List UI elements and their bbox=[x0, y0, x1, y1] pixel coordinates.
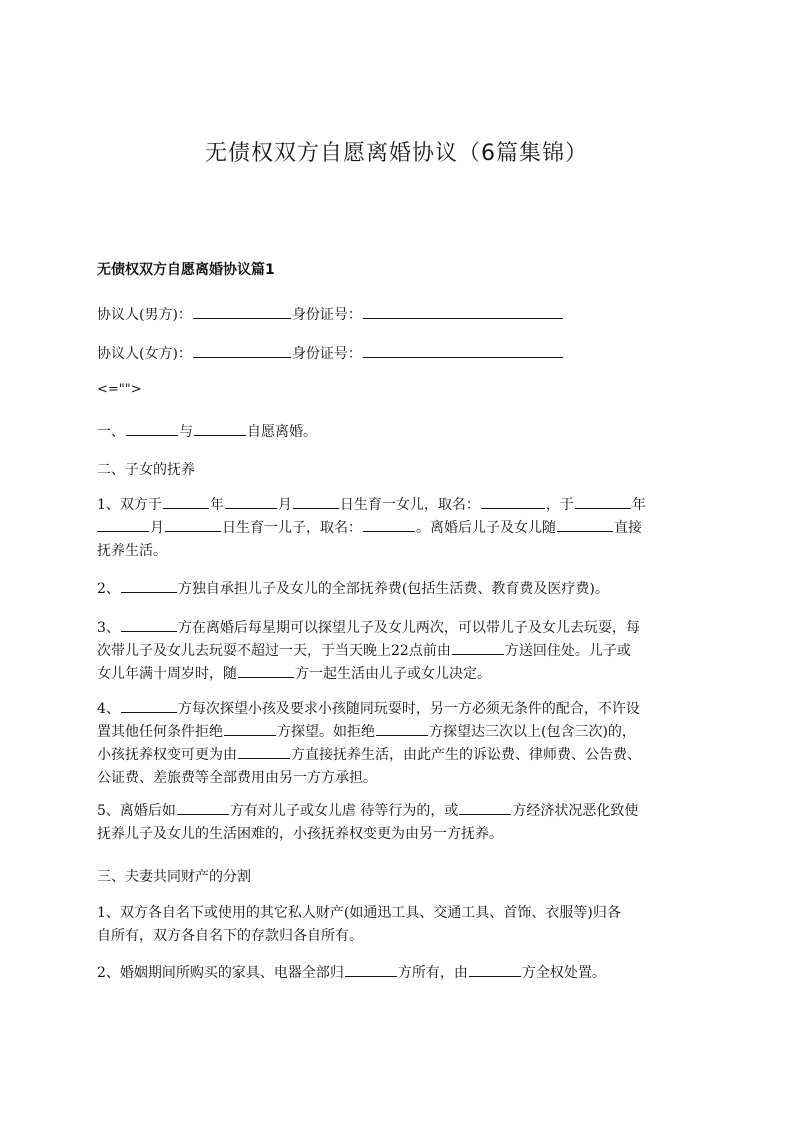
text: ，于 bbox=[545, 497, 574, 513]
clause-1-prefix: 一、 bbox=[97, 424, 125, 440]
blank bbox=[363, 517, 415, 532]
party-female-label: 协议人(女方)： bbox=[97, 346, 192, 362]
text: 方送回住处。儿子或 bbox=[504, 643, 631, 659]
blank bbox=[225, 494, 277, 509]
tag-line: <=""> bbox=[97, 382, 142, 397]
blank bbox=[121, 578, 177, 593]
section-title: 无债权双方自愿离婚协议篇1 bbox=[97, 262, 275, 278]
text: 置其他任何条件拒绝 bbox=[97, 724, 223, 740]
item-2-1 bbox=[97, 494, 707, 563]
text: 小孩抚养权变可更为由 bbox=[97, 747, 237, 763]
id-blank bbox=[363, 343, 563, 358]
party-male-line bbox=[97, 304, 707, 327]
text: 方探望达三次以上(包含三次)的， bbox=[429, 724, 636, 740]
text: 1、双方于 bbox=[97, 497, 162, 513]
item-2-2 bbox=[97, 578, 707, 601]
blank bbox=[557, 517, 613, 532]
item-2-3 bbox=[97, 617, 707, 686]
text: 方在离婚后每星期可以探望儿子及女儿两次，可以带儿子及女儿去玩耍，每 bbox=[177, 620, 640, 636]
clause-1-suffix: 自愿离婚。 bbox=[247, 424, 317, 440]
text: 3、 bbox=[97, 620, 120, 636]
text: 年 bbox=[631, 497, 646, 513]
heading-3: 三、夫妻共同财产的分割 bbox=[97, 869, 251, 885]
id-label: 身份证号： bbox=[291, 346, 362, 362]
text: 直接 bbox=[614, 520, 642, 536]
blank bbox=[481, 494, 545, 509]
blank bbox=[194, 421, 246, 436]
blank bbox=[575, 494, 631, 509]
blank bbox=[238, 744, 290, 759]
item-2-5 bbox=[97, 800, 707, 846]
name-blank bbox=[193, 304, 291, 319]
text: 1、双方各自名下或使用的其它私人财产(如通迅工具、交通工具、首饰、衣服等)归各 bbox=[97, 905, 621, 921]
text: 方所有，由 bbox=[397, 965, 468, 981]
name-blank bbox=[193, 343, 291, 358]
text: 4、 bbox=[97, 701, 120, 717]
text: 。离婚后儿子及女儿随 bbox=[416, 520, 556, 536]
blank bbox=[469, 962, 521, 977]
item-3-2 bbox=[97, 962, 707, 985]
text: 自所有，双方各自名下的存款归各自所有。 bbox=[97, 928, 363, 944]
blank bbox=[121, 617, 177, 632]
blank bbox=[345, 962, 397, 977]
text: 女儿年满十周岁时，随 bbox=[97, 666, 237, 682]
blank bbox=[126, 421, 178, 436]
blank bbox=[121, 698, 177, 713]
text: 方全权处置。 bbox=[521, 965, 606, 981]
text: 日生育一儿子，取名： bbox=[222, 520, 362, 536]
text: 日生育一女儿，取名： bbox=[339, 497, 480, 513]
text: 方有对儿子或女儿虐 待等行为的，或 bbox=[229, 803, 459, 819]
blank bbox=[376, 721, 428, 736]
text: 公证费、差旅费等全部费用由另一方方承担。 bbox=[97, 770, 377, 786]
blank bbox=[459, 800, 511, 815]
blank bbox=[238, 663, 294, 678]
text: 年 bbox=[209, 497, 224, 513]
text: 抚养儿子及女儿的生活困难的，小孩抚养权变更为由另一方抚养。 bbox=[97, 826, 503, 842]
text: 方每次探望小孩及要求小孩随同玩耍时，另一方必须无条件的配合，不许设 bbox=[177, 701, 640, 717]
blank bbox=[97, 517, 149, 532]
text: 方经济状况恶化致使 bbox=[512, 803, 639, 819]
clause-1-mid: 与 bbox=[179, 424, 193, 440]
text: 方直接抚养生活，由此产生的诉讼费、律师费、公告费、 bbox=[291, 747, 641, 763]
text: 5、离婚后如 bbox=[97, 803, 176, 819]
text: 月 bbox=[150, 520, 164, 536]
clause-1 bbox=[97, 421, 707, 444]
text: 方探望。如拒绝 bbox=[277, 724, 375, 740]
item-2-4 bbox=[97, 698, 707, 790]
blank bbox=[224, 721, 276, 736]
text: 2、 bbox=[97, 581, 120, 597]
id-label: 身份证号： bbox=[291, 307, 362, 323]
party-female-line bbox=[97, 343, 707, 366]
text: 方一起生活由儿子或女儿决定。 bbox=[295, 666, 491, 682]
document-title: 无债权双方自愿离婚协议（6篇集锦） bbox=[205, 141, 588, 166]
blank bbox=[165, 517, 221, 532]
blank bbox=[293, 494, 339, 509]
blank bbox=[177, 800, 229, 815]
item-3-1 bbox=[97, 902, 707, 948]
blank bbox=[163, 494, 209, 509]
text: 方独自承担儿子及女儿的全部抚养费(包括生活费、教育费及医疗费)。 bbox=[177, 581, 609, 597]
text: 次带儿子及女儿去玩耍不超过一天，于当天晚上22点前由 bbox=[97, 643, 451, 659]
party-male-label: 协议人(男方)： bbox=[97, 307, 192, 323]
id-blank bbox=[363, 304, 563, 319]
heading-2: 二、子女的抚养 bbox=[97, 462, 195, 478]
text: 抚养生活。 bbox=[97, 543, 167, 559]
text: 月 bbox=[277, 497, 292, 513]
blank bbox=[452, 640, 504, 655]
text: 2、婚姻期间所购买的家具、电器全部归 bbox=[97, 965, 344, 981]
